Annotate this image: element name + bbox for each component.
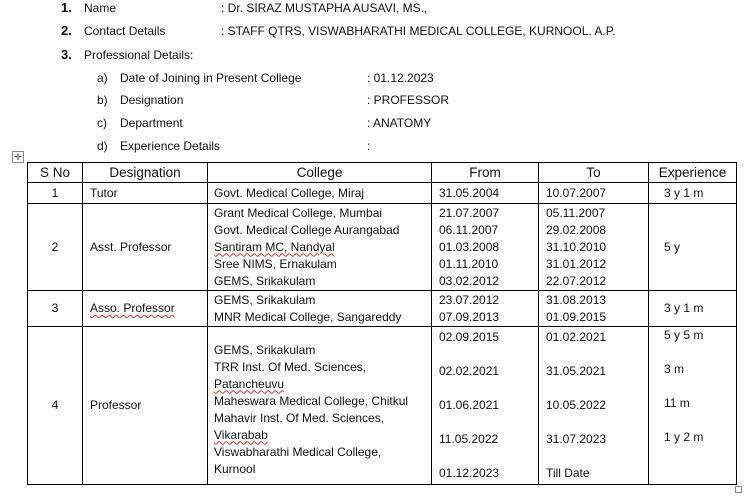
cell-to: [539, 291, 649, 327]
joining-date-value: : 01.12.2023: [367, 71, 434, 85]
contact-value: : STAFF QTRS, VISWABHARATHI MEDICAL COLLEGE, KURNOOL. A.P.: [221, 24, 616, 38]
name-label: Name: [84, 1, 117, 15]
table-row: [28, 204, 737, 291]
cell-to: [539, 327, 649, 485]
college-line: Govt. Medical College Aurangabad: [214, 222, 400, 237]
from-date: 01.06.2021: [439, 398, 500, 412]
experience-details-label: Experience Details: [120, 139, 221, 153]
to-date: 31.05.2021: [546, 364, 607, 378]
from-date: 02.02.2021: [439, 364, 500, 378]
experience-value: 5 y: [664, 239, 681, 254]
cell-designation: Asst. Professor: [83, 204, 208, 291]
cell-experience: [649, 183, 737, 204]
designation-label: Designation: [120, 93, 184, 107]
experience-value: 5 y 5 m: [664, 328, 704, 342]
college-line: Santiram MC, Nandyal: [214, 239, 335, 254]
to-date: 31.01.2012: [546, 256, 607, 271]
experience-value: 1 y 2 m: [664, 430, 704, 444]
cell-college: [208, 327, 432, 485]
from-date: 03.02.2012: [439, 273, 500, 288]
header-experience: Experience: [649, 163, 737, 183]
header-college: College: [208, 163, 432, 183]
college-line: GEMS, Srikakulam: [214, 292, 316, 307]
table-move-handle-icon[interactable]: ✛: [12, 151, 24, 163]
cell-from: [432, 183, 539, 204]
header-to: To: [539, 163, 649, 183]
to-date: 31.08.2013: [546, 292, 607, 307]
experience-value: 11 m: [664, 396, 690, 410]
table-row: [28, 327, 737, 485]
joining-date-label: Date of Joining in Present College: [120, 71, 302, 85]
from-date: 11.05.2022: [439, 432, 499, 446]
college-line: GEMS, Srikakulam: [214, 273, 316, 288]
college-line: MNR Medical College, Sangareddy: [214, 309, 402, 324]
from-date: 01.03.2008: [439, 239, 500, 254]
experience-table: [27, 162, 737, 485]
cell-experience: [649, 291, 737, 327]
header-designation: Designation: [83, 163, 208, 183]
to-date: 31.07.2023: [546, 432, 607, 446]
from-date: 01.11.2010: [439, 256, 499, 271]
sub-letter-c: c): [97, 116, 107, 130]
experience-value: 3 y 1 m: [664, 301, 704, 315]
college-line: Grant Medical College, Mumbai: [214, 205, 383, 220]
cell-experience: [649, 204, 737, 291]
sub-letter-a: a): [97, 71, 108, 85]
to-date: 10.05.2022: [546, 398, 607, 412]
to-date: 01.09.2015: [546, 309, 607, 324]
from-date: 23.07.2012: [439, 292, 500, 307]
cell-college: [208, 204, 432, 291]
cell-to: [539, 183, 649, 204]
from-date: 06.11.2007: [439, 222, 499, 237]
experience-value: 3 m: [664, 362, 685, 376]
from-date: 31.05.2004: [439, 185, 500, 200]
from-date: 07.09.2013: [439, 309, 500, 324]
college-line: Maheswara Medical College, Chitkul: [214, 393, 409, 408]
from-date: 21.07.2007: [439, 205, 500, 220]
item-number-1: 1.: [61, 0, 72, 15]
cell-from: [432, 291, 539, 327]
cell-designation: Tutor: [83, 183, 208, 204]
experience-value: 3 y 1 m: [664, 185, 704, 200]
cell-sno: 2: [28, 204, 83, 291]
college-line: Sree NIMS, Ernakulam: [214, 256, 337, 271]
cell-from: [432, 327, 539, 485]
cell-college: [208, 291, 432, 327]
header-sno: S No: [28, 163, 83, 183]
cell-sno: 1: [28, 183, 83, 204]
college-line: Vikarabab: [214, 427, 268, 442]
college-line: Mahavir Inst. Of Med. Sciences,: [214, 410, 385, 425]
table-row: [28, 183, 737, 204]
college-line: TRR Inst. Of Med. Sciences,: [214, 359, 367, 374]
cell-sno: 4: [28, 327, 83, 485]
cell-designation: Professor: [83, 327, 208, 485]
college-line: GEMS, Srikakulam: [214, 342, 316, 357]
header-from: From: [432, 163, 539, 183]
designation-value: : PROFESSOR: [367, 93, 450, 107]
college-line: Viswabharathi Medical College,: [214, 444, 382, 459]
to-date: 29.02.2008: [546, 222, 607, 237]
cell-to: [539, 204, 649, 291]
cell-designation: [83, 291, 208, 327]
from-date: 01.12.2023: [439, 466, 500, 480]
table-row: [28, 291, 737, 327]
professional-details-label: Professional Details:: [84, 48, 194, 62]
college-line: Patancheuvu: [214, 376, 285, 391]
cell-from: [432, 204, 539, 291]
to-date: 01.02.2021: [546, 330, 607, 344]
item-number-2: 2.: [61, 23, 72, 38]
sub-letter-d: d): [97, 139, 108, 153]
to-date: 05.11.2007: [546, 205, 606, 220]
to-date: Till Date: [546, 466, 590, 480]
designation-text: Asso. Professor: [90, 301, 175, 315]
contact-label: Contact Details: [84, 24, 166, 38]
department-label: Department: [120, 116, 183, 130]
cell-experience: [649, 327, 737, 485]
experience-details-colon: :: [367, 139, 371, 153]
table-header-row: [28, 163, 737, 183]
to-date: 22.07.2012: [546, 273, 607, 288]
cell-college: [208, 183, 432, 204]
to-date: 10.07.2007: [546, 185, 607, 200]
name-value: : Dr. SIRAZ MUSTAPHA AUSAVI, MS.,: [221, 1, 428, 15]
college-line: Kurnool: [214, 461, 256, 476]
table-resize-handle[interactable]: [735, 486, 742, 493]
cell-sno: 3: [28, 291, 83, 327]
department-value: : ANATOMY: [367, 116, 432, 130]
item-number-3: 3.: [61, 47, 72, 62]
from-date: 02.09.2015: [439, 330, 500, 344]
to-date: 31.10.2010: [546, 239, 607, 254]
college-line: Govt. Medical College, Miraj: [214, 185, 365, 200]
sub-letter-b: b): [97, 93, 108, 107]
